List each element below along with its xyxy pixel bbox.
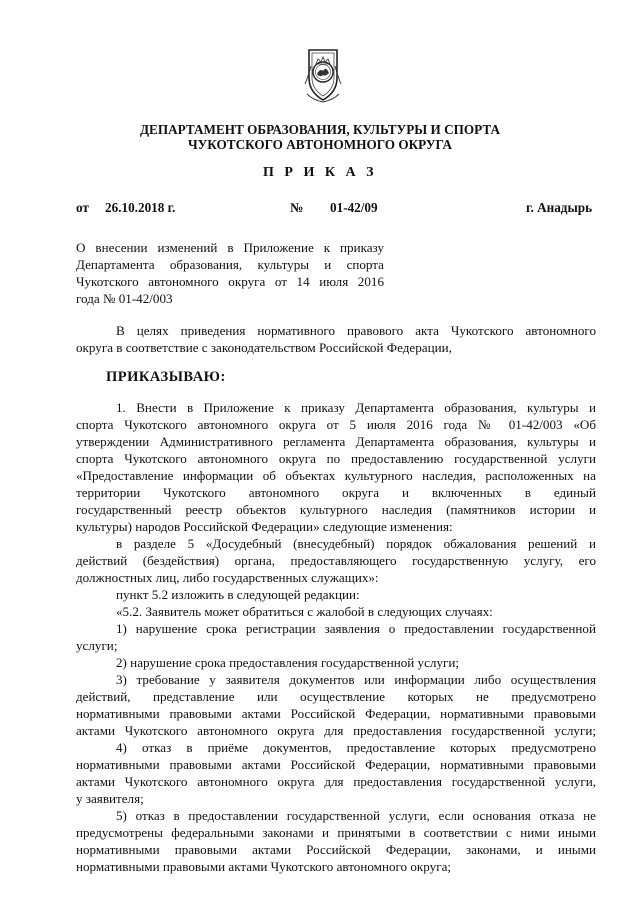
body-line: пункт 5.2 изложить в следующей редакции: xyxy=(116,587,360,602)
body-line: «5.2. Заявитель может обратиться с жалобой в следующих случаях: xyxy=(116,604,493,619)
department-name-line2: ЧУКОТСКОГО АВТОНОМНОГО ОКРУГА xyxy=(187,137,453,152)
body-line: актами Чукотского автономного округа для предоставления государственной услуги; xyxy=(76,723,596,738)
body-line: действий (бездействия) органа, предоставляющего государственную услугу, его xyxy=(76,553,596,568)
body-line: услуги; xyxy=(76,638,118,653)
date-prefix: от xyxy=(76,200,89,215)
body-line: 5) отказ в предоставлении государственной услуги, если основания отказа не xyxy=(116,808,596,823)
body-line: 2) нарушение срока предоставления государственной услуги; xyxy=(116,655,460,670)
preamble-line: В целях приведения нормативного правового акта Чукотского автономного xyxy=(116,323,596,338)
document-type-title: П Р И К А З xyxy=(263,165,377,180)
body-line: нормативными правовыми актами Чукотского автономного округа; xyxy=(76,859,452,874)
body-line: «Предоставление информации об объектах культурного наследия, расположенных на xyxy=(76,468,596,483)
body-line: спорта Чукотского автономного округа от 5 июля 2016 года № 01-42/003 «Об xyxy=(76,417,596,432)
body-line: территории Чукотского автономного округа и включенных в единый xyxy=(76,485,596,500)
document-date: 26.10.2018 г. xyxy=(105,200,176,215)
body-line: у заявителя; xyxy=(76,791,144,806)
body-line: актами Чукотского автономного округа для предоставления государственной услуги, xyxy=(76,774,596,789)
coat-of-arms-icon xyxy=(303,44,343,104)
subject-line: О внесении изменений в Приложение к приказу xyxy=(76,240,384,255)
document-number: 01-42/09 xyxy=(330,200,378,215)
body-line: 1) нарушение срока регистрации заявления о предоставлении государственной xyxy=(116,621,596,636)
body-line: культуры) народов Российской Федерации» следующие изменения: xyxy=(76,519,453,534)
subject-line: года № 01-42/003 xyxy=(76,291,173,306)
body-line: нормативными правовыми актами Российской Федерации, законами, и иными xyxy=(76,842,596,857)
body-line: в разделе 5 «Досудебный (внесудебный) порядок обжалования решений и xyxy=(116,536,596,551)
subject-line: Департамента образования, культуры и спорта xyxy=(76,257,384,272)
body-line: действий, представление или осуществление которых не предусмотрено xyxy=(76,689,596,704)
body-line: 1. Внести в Приложение к приказу Департамента образования, культуры и xyxy=(116,400,596,415)
body-line: государственный реестр объектов культурного наследия (памятников истории и xyxy=(76,502,596,517)
department-name-line1: ДЕПАРТАМЕНТ ОБРАЗОВАНИЯ, КУЛЬТУРЫ И СПОРТА xyxy=(139,122,501,137)
body-line: спорта Чукотского автономного округа по предоставлению государственной услуги xyxy=(76,451,596,466)
preamble-line: округа в соответствие с законодательством Российской Федерации, xyxy=(76,340,452,355)
body-line: 3) требование у заявителя документов или информации либо осуществления xyxy=(116,672,596,687)
document-city: г. Анадырь xyxy=(526,200,593,215)
body-line: 4) отказ в приёме документов, предоставление которых предусмотрено xyxy=(116,740,596,755)
number-sign: № xyxy=(290,200,304,215)
order-word: ПРИКАЗЫВАЮ: xyxy=(106,369,226,385)
subject-line: Чукотского автономного округа от 14 июля 2016 xyxy=(76,274,384,289)
body-line: нормативными правовыми актами Российской Федерации, нормативными правовыми xyxy=(76,757,596,772)
body-line: утверждении Административного регламента Департамента образования, культуры и xyxy=(76,434,596,449)
body-line: должностных лиц, либо государственных служащих»: xyxy=(76,570,379,585)
body-line: предусмотрены федеральными законами и принятыми в соответствии с ними иными xyxy=(76,825,596,840)
body-line: нормативными правовыми актами Российской Федерации, нормативными правовыми xyxy=(76,706,596,721)
